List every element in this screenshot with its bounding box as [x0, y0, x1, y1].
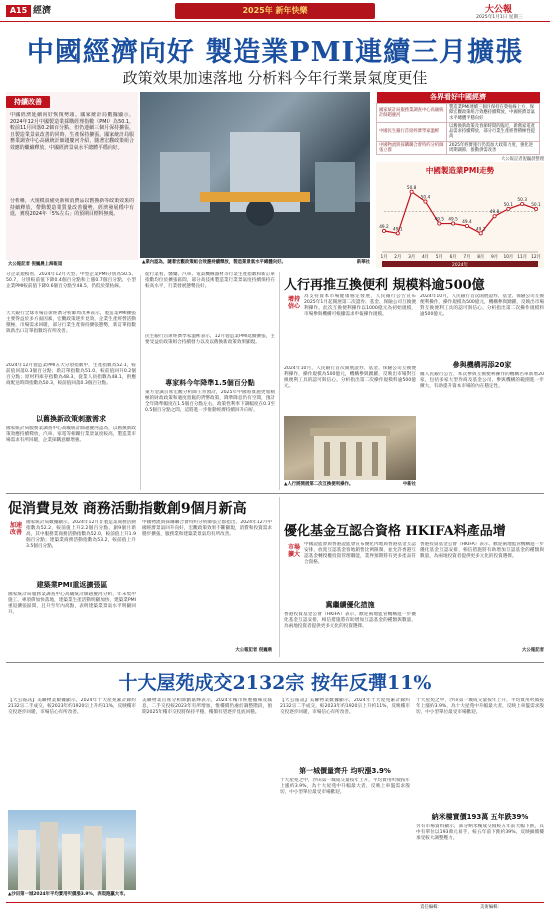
- pboc-photo: [284, 416, 416, 480]
- article5-paragraph-2b: 【大公報訊】美聯物業數據顯示，2024年十大屋苑累計錄約2132宗二手成交，較2023年約1920宗上升約11%，反映樓市交投逐步回暖，市場信心有所改善。: [280, 698, 410, 716]
- data-label: 49.2: [379, 224, 389, 230]
- x-tick-label: 9月: [491, 255, 499, 260]
- data-label: 50.1: [531, 202, 541, 208]
- data-label: 49.1: [475, 227, 486, 233]
- lead-byline: 大公報記者 倪巍晨上海報道: [8, 262, 63, 267]
- mid-center-paragraph-1: 從行業看，醫藥、汽車、電氣機械器材等行業生產指數和新訂單指數均位於擴張區間，部分高技術製造業行業景氣度持續保持在較高水平，行業發展態勢良好。: [145, 272, 275, 290]
- x-tick-label: 11月: [517, 255, 528, 260]
- mid-center-paragraph-3: 東方金誠首席宏觀分析師王青預計，2025年中國將實施更加積極的財政政策和適度寬鬆的貨幣政策，降準降息仍有空間，預計全年降準幅度在1.5個百分點左右，政策性利率下調幅度在0.3至0.5個百分點之間，這將進一步推動經濟持續回升向好。: [145, 390, 275, 414]
- year-label: 2024年: [451, 263, 469, 268]
- article2-paragraph-2b: 2024年10月，人民銀行首次開展證券、基金、保險公司互換便利操作，操作規模為500億元，機構參與踴躍，反映出市場對互換便利工具的認可與信心。分析指出第二次操作規模料逾500億元。: [420, 294, 544, 318]
- data-label: 50.8: [406, 185, 417, 191]
- mid-left-paragraph-2: 天大銀行全球市場首席經濟分析師周茂華表示，製造業PMI擴張主要得益於多方面因素，宏觀政策逐步見效，企業生產經營活動積極，市場需求回暖，部分行業生產保持擴張態勢，新訂單指數與新出口訂單指數均有所改善。: [6, 311, 136, 335]
- article5-photo-caption: ▲沙田第一城2024年平均實用呎價漲3.9%，表現跑贏大市。: [8, 892, 128, 897]
- mid-left-paragraph-4: 國家統計局服務業調查中心高級統計師趙慶河認為，以舊換新政策效應持續釋放，汽車、家電等相關行業景氣度較高，製造業市場需求有所回暖，企業採購意願增強。: [6, 426, 136, 444]
- article4-tag: 市場擴大: [287, 544, 300, 558]
- footer-art-editor: 美術編輯：: [480, 905, 502, 910]
- page-subheadline: 政策效果加速落地 分析料今年行業景氣度更佳: [122, 69, 428, 87]
- article3-paragraph-2: 國家統計局服務業調查中心高級統計師趙慶河分析，年末集中施工、專項債加快落地，建築業生產活動明顯加快，建築業PMI重返擴張區間，且升至年內高點，表明建築業景氣水平明顯回升。: [8, 592, 136, 616]
- article5-subhead-2: 納米樓實價193萬 五年跌39%: [431, 813, 529, 821]
- article4-paragraph-1: 中國證監會與香港證監會宣布優化內地與香港基金互認安排，放寬互認基金客地銷售比例限制，並允許香港互認基金轉授權投資管理職能，業界預期將有更多產品符合資格。: [304, 542, 416, 566]
- pmi-chart-panel: [376, 162, 544, 268]
- article2-subhead: 參與機構再添20家: [452, 361, 512, 369]
- mid-left-paragraph-1: 分企業規模看，2024年12月大型、中型企業PMI分別為50.5、50.7，分別較前值下降0.4個百分點和上漲0.7個百分點，小型企業PMI較前值下降0.6個百分點至48.5，仍低於榮枯線。: [6, 272, 136, 290]
- article2-photo-credit: 中新社: [402, 482, 416, 487]
- opinion-table-credit: 大公報記者倪巍晨整理: [501, 157, 544, 163]
- x-tick-label: 5月: [435, 255, 443, 260]
- page-headline: 中國經濟向好 製造業PMI連續三月擴張: [26, 37, 524, 68]
- article2-photo-caption: ▲人行將開展第二次互換便利操作。: [284, 482, 354, 487]
- data-label: 49.8: [489, 210, 500, 216]
- article4-paragraph-2: 香港投資基金公會（HKIFA）表示，歡迎兩地監管機構進一步優化基金互認安排，相信措施將有助增加互認基金的種類與數量，為兩地投資者提供更多元化的投資選擇。: [284, 612, 416, 630]
- opinion-source: 中國物流與採購聯合會特約分析師張立群: [377, 141, 447, 155]
- x-tick-label: 4月: [421, 255, 429, 260]
- issue-date: 2025年1月1日 星期三: [476, 15, 523, 20]
- newspaper-logo: 大公報: [485, 5, 513, 15]
- article3-subhead: 建築業PMI重返擴張區: [36, 581, 108, 589]
- mid-left-subhead: 以舊換新政策刺激需求: [36, 415, 106, 423]
- factory-photo: [140, 92, 370, 258]
- data-label: 49.5: [448, 217, 458, 223]
- data-label: 49.1: [393, 227, 403, 233]
- estate-photo: [8, 810, 136, 890]
- lead-paragraph-2: 分析稱，大規模設備更新和消費品以舊換新等政策效果的持續釋放，帶動製造業質量改善優勢，經濟發展穩中有進，實現2024年「5%左右」的預期目標料無虞。: [10, 198, 134, 217]
- article2-tag: 增持信心: [287, 296, 300, 310]
- pmi-series-line: [384, 192, 536, 234]
- article5-paragraph-4: 另有市場資料顯示，部分納米樓成交價較五年前大幅下跌，其中有單位以193萬元易手，較五年前下跌約39%，反映細價樓承受較大調整壓力。: [416, 824, 544, 842]
- x-tick-label: 3月: [408, 255, 416, 260]
- article3-title: 促消費見效 商務活動指數創9個月新高: [8, 501, 247, 517]
- article4-credit: 大公報記者: [522, 648, 544, 653]
- pmi-line-chart: [376, 174, 544, 268]
- chart-title: 中國製造業PMI走勢: [425, 166, 495, 175]
- opinion-table: [376, 92, 540, 155]
- mid-left-paragraph-3: 2024年12月製造業PMI五大分項指數中，生產指數為52.1，較前值回落0.3個百分點；新訂單指數為51.0，較前值回升0.2個百分點；原材料庫存指數為48.3，從業人員指數為48.1，供應商配送時間指數為50.3，較前值回落0.3個百分點。: [6, 363, 136, 387]
- x-tick-label: 8月: [477, 255, 485, 260]
- article4-title: 優化基金互認合資格 HKIFA料產品增: [284, 524, 506, 539]
- data-label: 50.3: [517, 198, 527, 203]
- mid-center-paragraph-2: 民生銀行首席經濟學家溫彬表示，12月製造業PMI延續擴張，主要受益於政策組合持續發力以及以舊換新政策效果顯現。: [145, 334, 275, 346]
- article3-paragraph-1: 國家統計局數據顯示，2024年12月非製造業商務活動指數為52.2，較前值上升2.2個百分點，創9個月新高，其中服務業商務活動指數為52.0，較前值上升1.9個百分點；建築業商務活動指數為53.2，較前值上升3.5個百分點。: [26, 520, 136, 550]
- factory-scene-graphic: [140, 92, 370, 258]
- table-row: [377, 122, 540, 141]
- article5-title: 十大屋苑成交2132宗 按年反彈11%: [118, 672, 432, 694]
- article2-title: 人行再推互換便利 規模料逾500億: [284, 278, 485, 293]
- data-label: 50.4: [420, 195, 431, 201]
- data-label: 49.4: [462, 220, 472, 225]
- lead-pill: 持續改善: [6, 96, 50, 108]
- article2-paragraph-1: 為支持資本市場健康穩定發展，人民銀行公告宣布2025年1月起開展第二次證券、基金、保險公司互換便利操作。此次互換便利操作以1000億元為初始規模，市場參與機構可根據需求申報操作規模。: [304, 294, 416, 318]
- building-graphic: [284, 416, 416, 480]
- x-tick-label: 10月: [503, 255, 514, 260]
- top-photo-caption: ▲業內認為，隨著宏觀政策組合效應持續釋放，製造業景氣水平總體向好。: [142, 260, 286, 265]
- x-tick-label: 12月: [531, 255, 541, 260]
- article5-paragraph-3: 十大屋苑之中，沙田第一城成交量按年上升，平均實用呎價按年上漲約3.9%，為十大屋苑中升幅最大者，反映上車盤需求殷切，中小型單位最受市場歡迎。: [280, 778, 410, 796]
- article3-credit: 大公報記者 倪巍晨: [235, 648, 272, 653]
- article3-tag: 加速改善: [9, 522, 22, 536]
- opinion-source: 國家統計局服務業調查中心高級統計師趙慶河: [377, 104, 447, 123]
- opinion-table-panel: [376, 92, 544, 162]
- opinion-text: 製造業PMI連續三個月保持在榮枯線上方，保障宏觀政策組合效應持續釋放，中國經濟景氣水平總體平穩向好: [447, 104, 540, 123]
- opinion-text: 以舊換新政策及春節時間的臨近，新舊家電產品需求持續釋放，部分行業生產經營積極性提高: [447, 122, 540, 141]
- article3-paragraph-3: 中國物流與採購聯合會特約分析師張立群指出，2024年12月中國經濟景氣回升向好，宏觀政策效果不斷顯現，消費和投資需求穩步擴張，服務業和建築業景氣均有所改善。: [142, 520, 272, 538]
- lead-paragraph-1: 中國經濟延續向好恢復勢頭。國家統計局數據顯示，2024年12月中國製造業採購經理指數（PMI）為50.1，較前11月回落0.2個百分點，但仍連續三個月保持擴張，且製造業景氣改善的同時，生產保持擴張。國家統計局服務業調查中心高級統計師趙慶河介紹，隨著宏觀政策組合效應的繼續釋放，中國經濟景氣水平總體平穩向好。: [10, 112, 134, 151]
- article2-paragraph-2: 2024年10月，人民銀行首次開展證券、基金、保險公司互換便利操作，操作規模為500億元，機構參與踴躍，反映出市場對互換便利工具的認可與信心。分析指出第二次操作規模料逾500億元。: [284, 366, 416, 390]
- article2-paragraph-3: 據人民銀行公告，本次參與互換便利操作的機構名單新增20家，包括多家大型券商及基金公司，參與機構的範圍進一步擴大，有助提升資本市場的內在穩定性。: [420, 372, 544, 390]
- tower-block-graphic: [8, 810, 136, 890]
- opinion-table-title: 各界看好中國經濟: [377, 92, 540, 104]
- x-tick-label: 7月: [463, 255, 471, 260]
- data-label: 50.1: [503, 202, 514, 208]
- page-header: [0, 0, 550, 22]
- x-tick-label: 2月: [394, 255, 402, 260]
- data-label: 49.5: [434, 217, 445, 223]
- article4-paragraph-2b: 香港投資基金公會（HKIFA）表示，歡迎兩地監管機構進一步優化基金互認安排，相信措施將有助增加互認基金的種類與數量，為兩地投資者提供更多元化的投資選擇。: [420, 542, 544, 560]
- footer-editor: 責任編輯：: [420, 905, 442, 910]
- x-tick-label: 1月: [380, 255, 388, 260]
- article5-paragraph-1: 【大公報訊】美聯物業數據顯示，2024年十大屋苑累計錄約2132宗二手成交，較2023年約1920宗上升約11%，反映樓市交投逐步回暖，市場信心有所改善。: [8, 698, 136, 716]
- mid-center-subhead: 專家料今年降準1.5個百分點: [165, 379, 255, 387]
- article5-paragraph-2: 美聯物業首席分析師劉嘉輝表示，2024年樓市經歷撤辣及減息，二手交投較2023年有所增加，惟樓價仍處於調整階段，預期2025年樓市交投將保持平穩，樓價有望逐步見底回穩。: [142, 698, 272, 716]
- article4-subhead: 冀繼續優化措施: [325, 601, 375, 609]
- table-row: [377, 141, 540, 155]
- page-number-tag: A15: [6, 5, 31, 17]
- x-tick-label: 6月: [449, 255, 457, 260]
- article5-subhead-1: 第一城價量齊升 均呎漲3.9%: [299, 767, 391, 775]
- table-row: [377, 104, 540, 123]
- opinion-text: 2025年經濟運行仍需加大政策力度，強化逆周期調節，推動供需改善: [447, 141, 540, 155]
- lead-panel: [6, 92, 138, 260]
- article5-paragraph-3b: 十大屋苑之中，沙田第一城成交量按年上升，平均實用呎價按年上漲約3.9%，為十大屋苑中升幅最大者，反映上車盤需求殷切，中小型單位最受市場歡迎。: [416, 698, 544, 716]
- section-name: 經濟: [33, 6, 52, 16]
- top-photo-credit: 新華社: [356, 260, 370, 265]
- opinion-source: 中國民生銀行首席經濟學家溫彬: [377, 122, 447, 141]
- new-year-banner: 2025年 新年快樂: [175, 3, 375, 19]
